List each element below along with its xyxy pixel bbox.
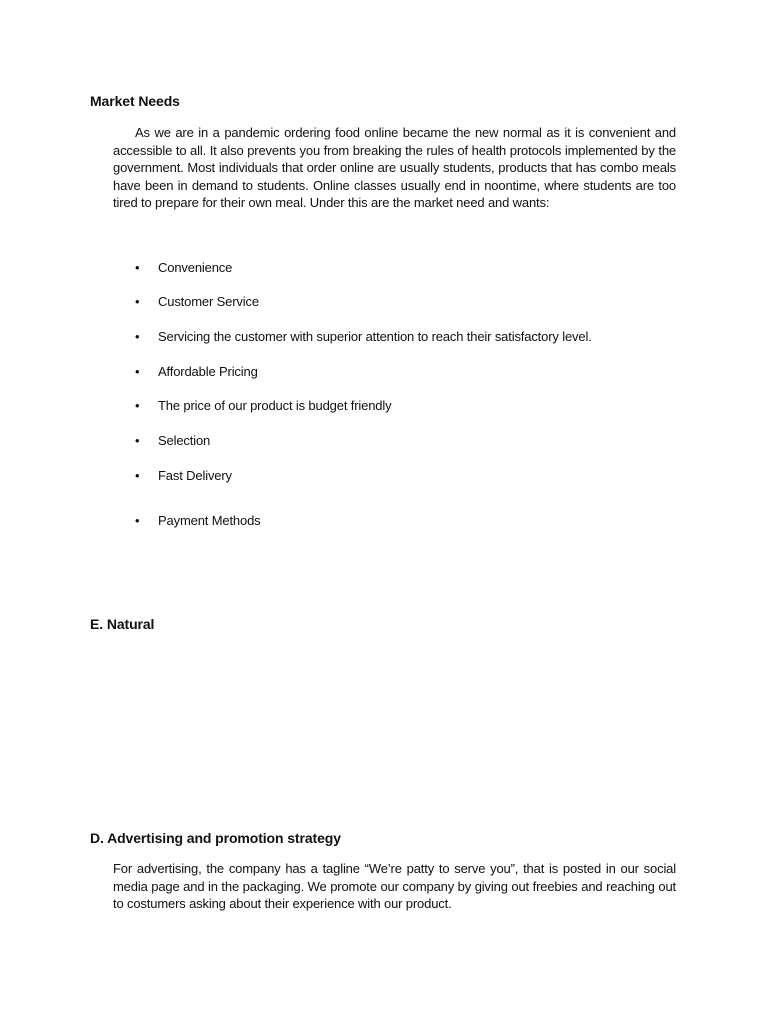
bullet-icon: • bbox=[135, 433, 140, 448]
bullet-icon: • bbox=[135, 513, 140, 528]
list-item-text: Convenience bbox=[158, 260, 233, 275]
list-item-text: Payment Methods bbox=[158, 513, 261, 528]
natural-heading: E. Natural bbox=[90, 616, 155, 632]
market-needs-paragraph: As we are in a pandemic ordering food online became the new normal as it is convenient and accessible to all. It also prevents you from breaking the rules of health protocols implemented by the government. Most individuals that order online are usually students, products that has combo meals have been in demand to students. Online classes usually end in noontime, where students are too tired to prepare for their own meal. Under this are the market need and wants: bbox=[113, 125, 676, 210]
list-item-text: Selection bbox=[158, 433, 211, 448]
advertising-heading: D. Advertising and promotion strategy bbox=[90, 830, 341, 846]
list-item-text: Customer Service bbox=[158, 294, 259, 309]
bullet-icon: • bbox=[135, 260, 140, 275]
advertising-paragraph: For advertising, the company has a tagline “We’re patty to serve you”, that is posted in our social media page and in the packaging. We promote our company by giving out freebies and reaching out to costumers asking about their experience with our product. bbox=[113, 861, 676, 911]
market-needs-heading: Market Needs bbox=[90, 93, 180, 109]
list-item-text: The price of our product is budget friendly bbox=[158, 398, 392, 413]
list-item-text: Affordable Pricing bbox=[158, 364, 258, 379]
bullet-icon: • bbox=[135, 468, 140, 483]
bullet-icon: • bbox=[135, 329, 140, 344]
bullet-icon: • bbox=[135, 398, 140, 413]
list-item-text: Fast Delivery bbox=[158, 468, 232, 483]
list-item-text: Servicing the customer with superior attention to reach their satisfactory level. bbox=[158, 329, 592, 344]
bullet-icon: • bbox=[135, 364, 140, 379]
bullet-icon: • bbox=[135, 294, 140, 309]
